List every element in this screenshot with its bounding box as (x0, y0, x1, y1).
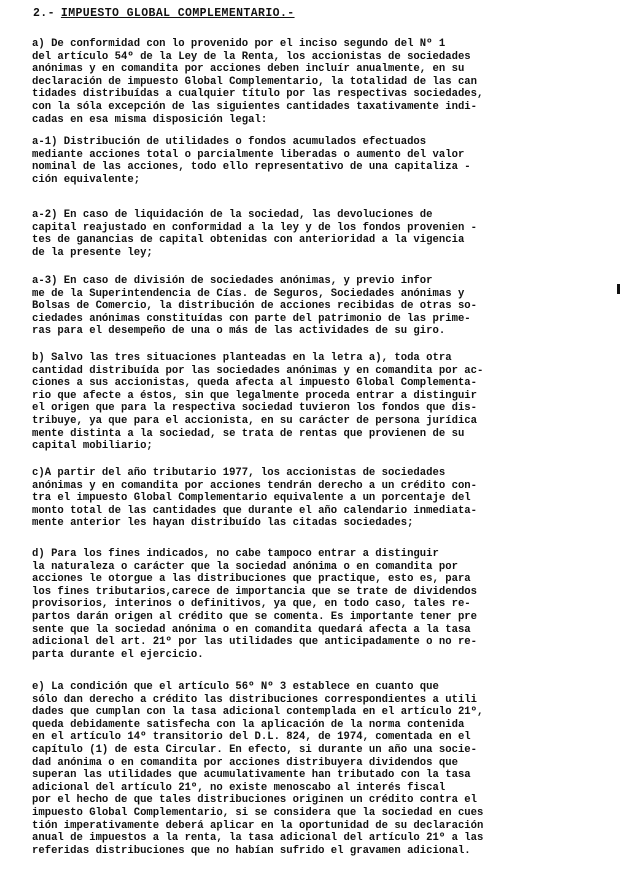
text-line: provisorios, interinos o definitivos, ya que, en todo caso, tales re- (32, 598, 471, 611)
text-line: d) Para los fines indicados, no cabe tampoco entrar a distinguir (32, 548, 439, 560)
text-line: el origen que para la respectiva sociedad tuvieron los fondos que dis- (32, 402, 478, 415)
text-line: tribuye, ya que para el accionista, en su carácter de persona jurídica (32, 414, 478, 427)
text-line: e) La condición que el artículo 56º Nº 3 establece en cuanto que (32, 681, 439, 693)
section-title: IMPUESTO GLOBAL COMPLEMENTARIO.- (60, 7, 295, 20)
text-line: tes de ganancias de capital obtenidas con anterioridad a la vigencia (32, 234, 465, 247)
text-line: tidades distribuídas a cualquier título por las respectivas sociedades, (32, 88, 484, 101)
text-line: en el artículo 14º transitorio del D.L. 824, de 1974, comentada en el (32, 731, 471, 744)
text-line: adicional del art. 21º por las utilidades que anticipadamente o no re- (32, 636, 478, 649)
text-line: sólo dan derecho a crédito las distribuciones correspondientes a utili (32, 693, 478, 706)
text-line: declaración de impuesto Global Complementario, la totalidad de las can (32, 75, 478, 88)
text-line: sente que la sociedad anónima o en comandita quedará afecta a la tasa (32, 623, 471, 636)
text-line: ciedades anónimas constituídas con parte del patrimonio de las prime- (32, 312, 471, 325)
section-number: 2.- (33, 7, 55, 20)
paragraph-a (32, 38, 598, 126)
paragraph-b (32, 352, 598, 453)
text-line: rio que afecte a éstos, sin que legalmente proceda entrar a distinguir (32, 389, 478, 402)
text-line: Bolsas de Comercio, la distribución de acciones recibidas de otras so- (32, 300, 478, 313)
text-line: a-1) Distribución de utilidades o fondos acumulados efectuados (32, 136, 427, 148)
text-line: c)A partir del año tributario 1977, los accionistas de sociedades (32, 467, 446, 479)
text-line: mente anterior les hayan distribuído las citadas sociedades; (32, 517, 414, 530)
paragraph-a2 (32, 209, 598, 259)
text-line: acciones le otorgue a las distribuciones que practique, esto es, para (32, 573, 471, 586)
text-line: b) Salvo las tres situaciones planteadas en la letra a), toda otra (32, 352, 452, 364)
section-heading (33, 8, 295, 21)
paragraph-d (32, 548, 598, 661)
paragraph-a1 (32, 136, 598, 186)
text-line: tión imperativamente deberá aplicar en la oportunidad de su declaración (32, 819, 484, 832)
text-line: cadas en esa misma disposición legal: (32, 113, 268, 126)
text-line: parta durante el ejercicio. (32, 648, 204, 661)
text-line: ciones a sus accionistas, queda afecta al impuesto Global Complementa- (32, 377, 478, 390)
text-line: mediante acciones total o parcialmente liberadas o aumento del valor (32, 148, 465, 161)
text-line: dad anónima o en comandita por acciones distribuyera dividendos que (32, 756, 458, 769)
text-line: a-3) En caso de división de sociedades anónimas, y previo infor (32, 275, 433, 287)
text-line: capital reajustado en conformidad a la ley y de los fondos provenien - (32, 221, 478, 234)
paragraph-a3 (32, 275, 598, 338)
text-line: de la presente ley; (32, 246, 153, 259)
text-line: la naturaleza o carácter que la sociedad anónima o en comandita por (32, 560, 458, 573)
text-line: anónimas y en comandita por acciones deben incluír anualmente, en su (32, 63, 465, 76)
text-line: capital mobiliario; (32, 440, 153, 453)
text-line: me de la Superintendencia de Cías. de Seguros, Sociedades anónimas y (32, 287, 465, 300)
text-line: con la sóla excepción de las siguientes cantidades taxativamente indi- (32, 100, 478, 113)
text-line: referidas distribuciones que no habían sufrido el gravamen adicional. (32, 844, 471, 857)
text-line: dades que cumplan con la tasa adicional contemplada en el artículo 21º, (32, 706, 484, 719)
text-line: nominal de las acciones, todo ello representativo de una capitaliza - (32, 161, 471, 174)
text-line: anual de impuestos a la renta, la tasa adicional del artículo 21º a las (32, 832, 484, 845)
paragraph-c (32, 467, 598, 530)
text-line: adicional del artículo 21º, no existe menoscabo al interés fiscal (32, 781, 446, 794)
text-line: monto total de las cantidades que durante el año calendario inmediata- (32, 504, 478, 517)
text-line: mente distinta a la sociedad, se trata de rentas que provienen de su (32, 427, 465, 440)
text-line: anónimas y en comandita por acciones tendrán derecho a un crédito con- (32, 479, 478, 492)
margin-mark (617, 284, 620, 294)
text-line: a) De conformidad con lo provenido por el inciso segundo del Nº 1 (32, 38, 446, 50)
text-line: superan las utilidades que acumulativamente han tributado con la tasa (32, 769, 471, 782)
text-line: por el hecho de que tales distribuciones originen un crédito contra el (32, 794, 478, 807)
paragraph-e (32, 681, 598, 857)
text-line: capítulo (1) de esta Circular. En efecto, si durante un año una socie- (32, 743, 478, 756)
text-line: partos darán origen al crédito que se comenta. Es importante tener pre (32, 610, 478, 623)
text-line: ción equivalente; (32, 173, 141, 186)
text-line: ras para el desempeño de una o más de las actividades de su giro. (32, 325, 446, 338)
text-line: queda debidamente satisfecha con la aplicación de la norma contenida (32, 718, 465, 731)
text-line: tra el impuesto Global Complementario equivalente a un porcentaje del (32, 492, 471, 505)
text-line: del artículo 54º de la Ley de la Renta, los accionistas de sociedades (32, 50, 471, 63)
text-line: los fines tributarios,carece de importancia que se trate de dividendos (32, 585, 478, 598)
text-line: cantidad distribuída por las sociedades anónimas y en comandita por ac- (32, 364, 484, 377)
text-line: impuesto Global Complementario, si se considera que la sociedad en cues (32, 806, 484, 819)
text-line: a-2) En caso de liquidación de la sociedad, las devoluciones de (32, 209, 433, 221)
